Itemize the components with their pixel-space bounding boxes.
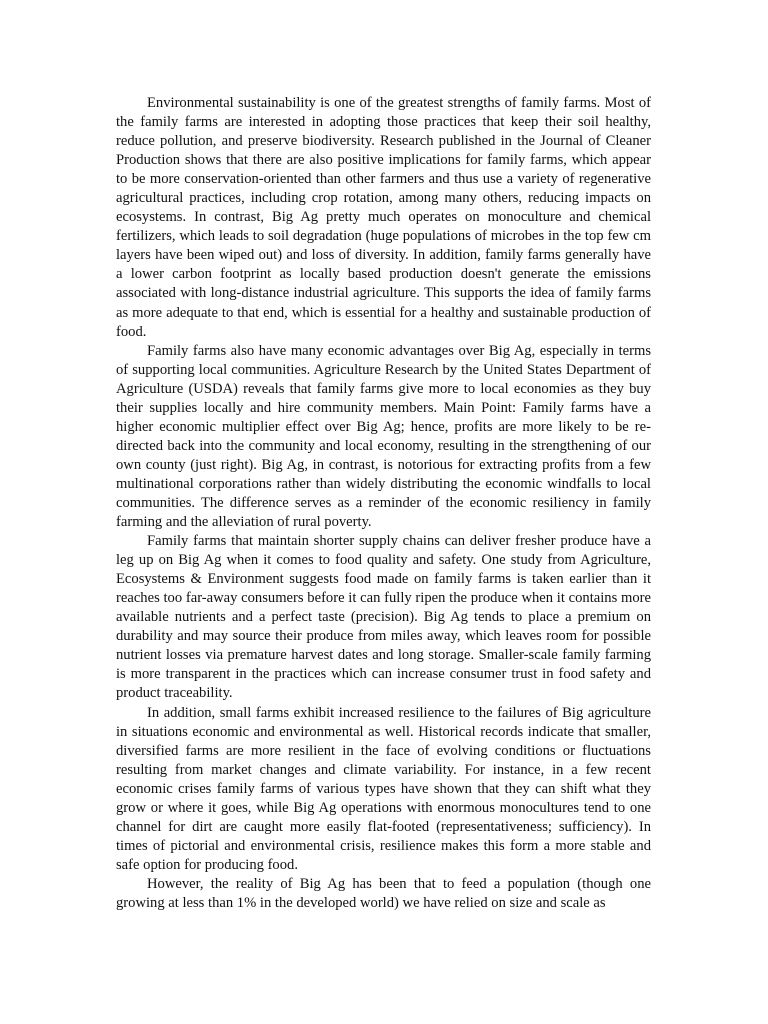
paragraph-environmental-sustainability: Environmental sustainability is one of the greatest strengths of family farms. Most of the family farms are interested in adopting those practices that keep their soil healthy, reduce pollution, and preserve biodiversity. Research published in the Journal of Cleaner Production shows that there are also positive implications for family farms, which appear to be more conservation-oriented than other farmers and thus use a variety of regenerative agricultural practices, including crop rotation, among many others, reducing impacts on ecosystems. In contrast, Big Ag pretty much operates on monoculture and chemical fertilizers, which leads to soil degradation (huge populations of microbes in the top few cm layers have been wiped out) and loss of diversity. In addition, family farms generally have a lower carbon footprint as locally based production doesn't generate the emissions associated with long-distance industrial agriculture. This supports the idea of family farms as more adequate to that end, which is essential for a healthy and sustainable production of food. bbox=[116, 95, 651, 340]
document-page bbox=[116, 94, 651, 913]
paragraph-economic-advantages: Family farms also have many economic advantages over Big Ag, especially in terms of supporting local communities. Agriculture Research by the United States Department of Agriculture (USDA) reveals that family farms give more to local economies as they buy their supplies locally and hire community members. Main Point: Family farms have a higher economic multiplier effect over Big Ag; hence, profits are more likely to be re-directed back into the community and local economy, resulting in the strengthening of our own county (just right). Big Ag, in contrast, is notorious for extracting profits from a few multinational corporations rather than widely distributing the economic windfalls to local communities. The difference serves as a reminder of the economic resiliency in family farming and the alleviation of rural poverty. bbox=[116, 342, 651, 531]
paragraph-resilience: In addition, small farms exhibit increased resilience to the failures of Big agriculture in situations economic and environmental as well. Historical records indicate that smaller, diversified farms are more resilient in the face of evolving conditions or fluctuations resulting from market changes and climate variability. For instance, in a few recent economic crises family farms of various types have shown that they can shift what they grow or where it goes, while Big Ag operations with enormous monocultures tend to one channel for dirt are caught more easily flat-footed (representativeness; sufficiency). In times of pictorial and environmental crisis, resilience makes this form a more stable and safe option for producing food. bbox=[116, 704, 651, 873]
paragraph-food-quality-safety: Family farms that maintain shorter supply chains can deliver fresher produce have a leg up on Big Ag when it comes to food quality and safety. One study from Agriculture, Ecosystems & Environment suggests food made on family farms is taken earlier than it reaches too far-away consumers before it can fully ripen the produce when it contains more available nutrients and a perfect taste (precision). Big Ag tends to place a premium on durability and may source their produce from miles away, which leaves room for possible nutrient losses via premature harvest dates and long storage. Smaller-scale family farming is more transparent in the practices which can increase consumer trust in food safety and product traceability. bbox=[116, 533, 651, 702]
paragraph-big-ag-reality: However, the reality of Big Ag has been that to feed a population (though one growing at less than 1% in the developed world) we have relied on size and scale as bbox=[116, 875, 651, 911]
